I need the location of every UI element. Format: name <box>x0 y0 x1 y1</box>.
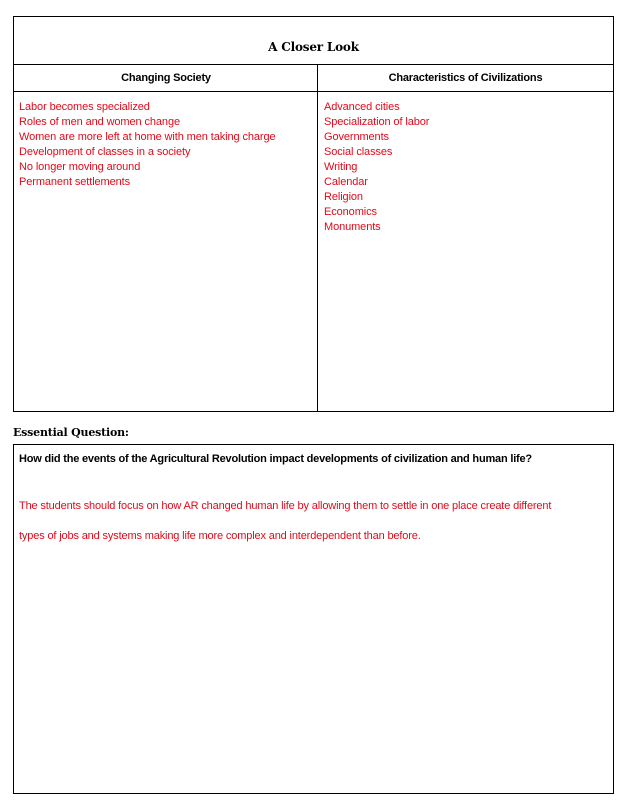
answer-line: The students should focus on how AR changed human life by allowing them to settle in one place create different <box>19 500 552 512</box>
list-item: Advanced cities <box>324 101 400 113</box>
list-item: Roles of men and women change <box>19 116 180 128</box>
list-item: Economics <box>324 206 377 218</box>
list-item: No longer moving around <box>19 161 141 173</box>
list-item: Development of classes in a society <box>19 146 191 158</box>
list-item: Specialization of labor <box>324 116 430 128</box>
list-item: Women are more left at home with men taking charge <box>19 131 276 143</box>
characteristics-list <box>324 100 429 235</box>
column-header-changing-society: Changing Society <box>121 72 211 84</box>
list-item: Governments <box>324 131 389 143</box>
column-header-row <box>14 65 613 92</box>
answer-line: types of jobs and systems making life more complex and interdependent than before. <box>19 530 421 542</box>
closer-look-table <box>13 16 614 412</box>
column-header-characteristics: Characteristics of Civilizations <box>388 72 543 84</box>
list-item: Calendar <box>324 176 368 188</box>
list-item: Religion <box>324 191 363 203</box>
list-item: Monuments <box>324 221 381 233</box>
changing-society-list <box>19 100 275 190</box>
table-title: A Closer Look <box>268 40 359 54</box>
table-title-row <box>14 17 613 65</box>
list-item: Social classes <box>324 146 393 158</box>
essential-question-answer <box>19 491 604 551</box>
essential-question-label: Essential Question: <box>13 426 129 439</box>
essential-question-text: How did the events of the Agricultural Revolution impact developments of civilization and human life? <box>19 453 532 465</box>
list-item: Labor becomes specialized <box>19 101 150 113</box>
column-divider <box>317 65 318 411</box>
list-item: Permanent settlements <box>19 176 131 188</box>
essential-question-box <box>13 444 614 794</box>
list-item: Writing <box>324 161 358 173</box>
